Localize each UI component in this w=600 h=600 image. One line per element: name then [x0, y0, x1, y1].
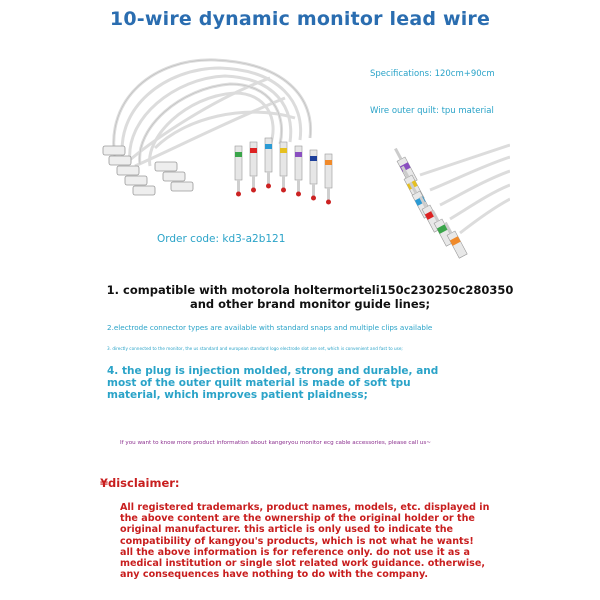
spec-length: Specifications: 120cm+90cm [370, 69, 495, 79]
lead-wire-photo [95, 38, 360, 233]
plug-material-point: 4. the plug is injection molded, strong and durable, and most of the outer quilt material is made of soft tpu material, which improves patient plaidness; [107, 365, 439, 401]
direct-connection-point: 3. directly connected to the monitor, the us standard and european standard logo electrode slot are set, which is convenient and fast to use; [107, 346, 403, 351]
disclaimer-body: All registered trademarks, product names, models, etc. displayed in the above content are the ownership of the original holder or the original manufacturer. this article is only used to indicate the compatibility of kangyou's products, which is not what he wants! all the above information is for reference only. do not use it as a medical institution or single slot related work guidance. otherwise, any consequences have nothing to do with the company. [120, 502, 490, 581]
contact-note: If you want to know more product information about kangeryou monitor ecg cable accessories, please call us~ [120, 440, 431, 446]
order-code: Order code: kd3-a2b121 [157, 233, 286, 245]
page-title: 10-wire dynamic monitor lead wire [109, 8, 491, 30]
plug-closeup-photo [360, 135, 510, 260]
compatibility-point: 1. compatible with motorola holtermorteli150c230250c280350 and other brand monitor guide lines; [106, 283, 514, 311]
spec-outer-quilt: Wire outer quilt: tpu material [370, 106, 494, 116]
disclaimer-heading: ¥disclaimer: [100, 476, 180, 490]
connector-types-point: 2.electrode connector types are available with standard snaps and multiple clips available [107, 323, 433, 332]
